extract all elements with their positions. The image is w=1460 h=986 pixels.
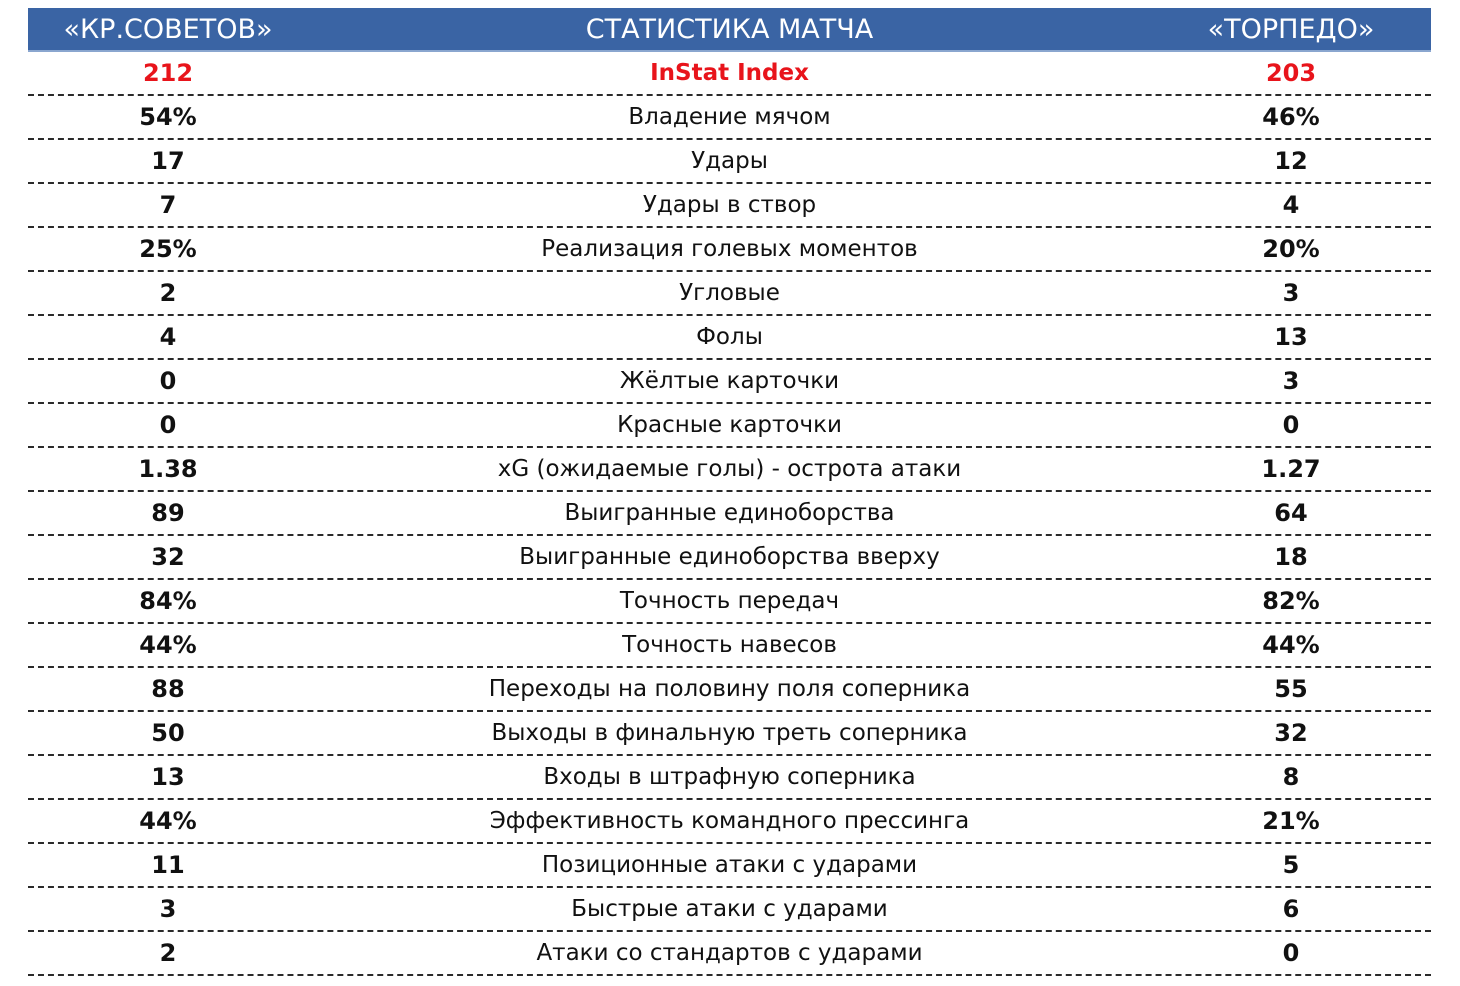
- away-value: 32: [1274, 719, 1308, 747]
- stat-row: [28, 140, 1431, 184]
- home-value: 2: [159, 279, 177, 307]
- away-value: 82%: [1262, 587, 1320, 615]
- away-value: 203: [1265, 59, 1317, 87]
- home-value: 1.38: [138, 455, 198, 483]
- stat-row: [28, 536, 1431, 580]
- stat-label: Удары в створ: [642, 192, 817, 218]
- stat-row-instat-index: [28, 52, 1431, 96]
- stat-label: Угловые: [679, 280, 780, 306]
- home-value: 0: [159, 411, 177, 439]
- stat-label: Реализация голевых моментов: [541, 236, 918, 262]
- stat-row: [28, 844, 1431, 888]
- home-value: 89: [151, 499, 185, 527]
- home-value: 50: [151, 719, 185, 747]
- away-value: 6: [1282, 895, 1300, 923]
- away-value: 18: [1274, 543, 1308, 571]
- match-stats-table: [28, 8, 1431, 976]
- stat-label: InStat Index: [650, 60, 809, 86]
- home-value: 0: [159, 367, 177, 395]
- stat-label: Владение мячом: [628, 104, 831, 130]
- stat-label: Быстрые атаки с ударами: [571, 896, 888, 922]
- home-team-name: «КР.СОВЕТОВ»: [63, 13, 273, 45]
- stat-row: [28, 712, 1431, 756]
- stat-row: [28, 404, 1431, 448]
- away-team-name: «ТОРПЕДО»: [1207, 13, 1375, 45]
- stat-row: [28, 184, 1431, 228]
- stat-label: Точность навесов: [622, 632, 837, 658]
- home-value: 44%: [139, 631, 197, 659]
- stat-row: [28, 624, 1431, 668]
- away-value: 44%: [1262, 631, 1320, 659]
- stat-row: [28, 228, 1431, 272]
- stat-row: [28, 800, 1431, 844]
- away-value: 21%: [1262, 807, 1320, 835]
- home-value: 212: [142, 59, 194, 87]
- home-value: 25%: [139, 235, 197, 263]
- stat-row: [28, 272, 1431, 316]
- stat-row: [28, 316, 1431, 360]
- table-header: [28, 8, 1431, 52]
- stat-label: Эффективность командного прессинга: [489, 808, 970, 834]
- away-value: 0: [1282, 411, 1300, 439]
- home-value: 84%: [139, 587, 197, 615]
- away-value: 46%: [1262, 103, 1320, 131]
- stat-row: [28, 492, 1431, 536]
- stat-label: Выигранные единоборства вверху: [519, 544, 940, 570]
- stat-label: Входы в штрафную соперника: [543, 764, 916, 790]
- stat-label: Выходы в финальную треть соперника: [491, 720, 968, 746]
- home-value: 7: [159, 191, 177, 219]
- stat-label: xG (ожидаемые голы) - острота атаки: [497, 456, 962, 482]
- away-value: 12: [1274, 147, 1308, 175]
- away-value: 0: [1282, 939, 1300, 967]
- stat-label: Фолы: [696, 324, 763, 350]
- home-value: 11: [151, 851, 185, 879]
- home-value: 3: [159, 895, 177, 923]
- home-value: 13: [151, 763, 185, 791]
- stat-row: [28, 360, 1431, 404]
- stat-label: Позиционные атаки с ударами: [541, 852, 918, 878]
- away-value: 13: [1274, 323, 1308, 351]
- away-value: 20%: [1262, 235, 1320, 263]
- away-value: 3: [1282, 367, 1300, 395]
- home-value: 2: [159, 939, 177, 967]
- stat-label: Выигранные единоборства: [564, 500, 895, 526]
- stat-row: [28, 888, 1431, 932]
- table-title: СТАТИСТИКА МАТЧА: [585, 13, 874, 45]
- home-value: 32: [151, 543, 185, 571]
- stat-row: [28, 932, 1431, 976]
- stat-row: [28, 756, 1431, 800]
- home-value: 4: [159, 323, 177, 351]
- stat-label: Точность передач: [619, 588, 840, 614]
- away-value: 1.27: [1261, 455, 1321, 483]
- stat-row: [28, 580, 1431, 624]
- home-value: 17: [151, 147, 185, 175]
- home-value: 88: [151, 675, 185, 703]
- away-value: 55: [1274, 675, 1308, 703]
- away-value: 5: [1282, 851, 1300, 879]
- stat-row: [28, 96, 1431, 140]
- stat-label: Удары: [691, 148, 768, 174]
- stat-row: [28, 448, 1431, 492]
- away-value: 3: [1282, 279, 1300, 307]
- away-value: 4: [1282, 191, 1300, 219]
- away-value: 64: [1274, 499, 1308, 527]
- away-value: 8: [1282, 763, 1300, 791]
- stat-label: Жёлтые карточки: [619, 368, 840, 394]
- home-value: 54%: [139, 103, 197, 131]
- stat-label: Атаки со стандартов с ударами: [536, 940, 923, 966]
- stat-label: Переходы на половину поля соперника: [488, 676, 971, 702]
- home-value: 44%: [139, 807, 197, 835]
- stat-label: Красные карточки: [617, 412, 842, 438]
- stat-row: [28, 668, 1431, 712]
